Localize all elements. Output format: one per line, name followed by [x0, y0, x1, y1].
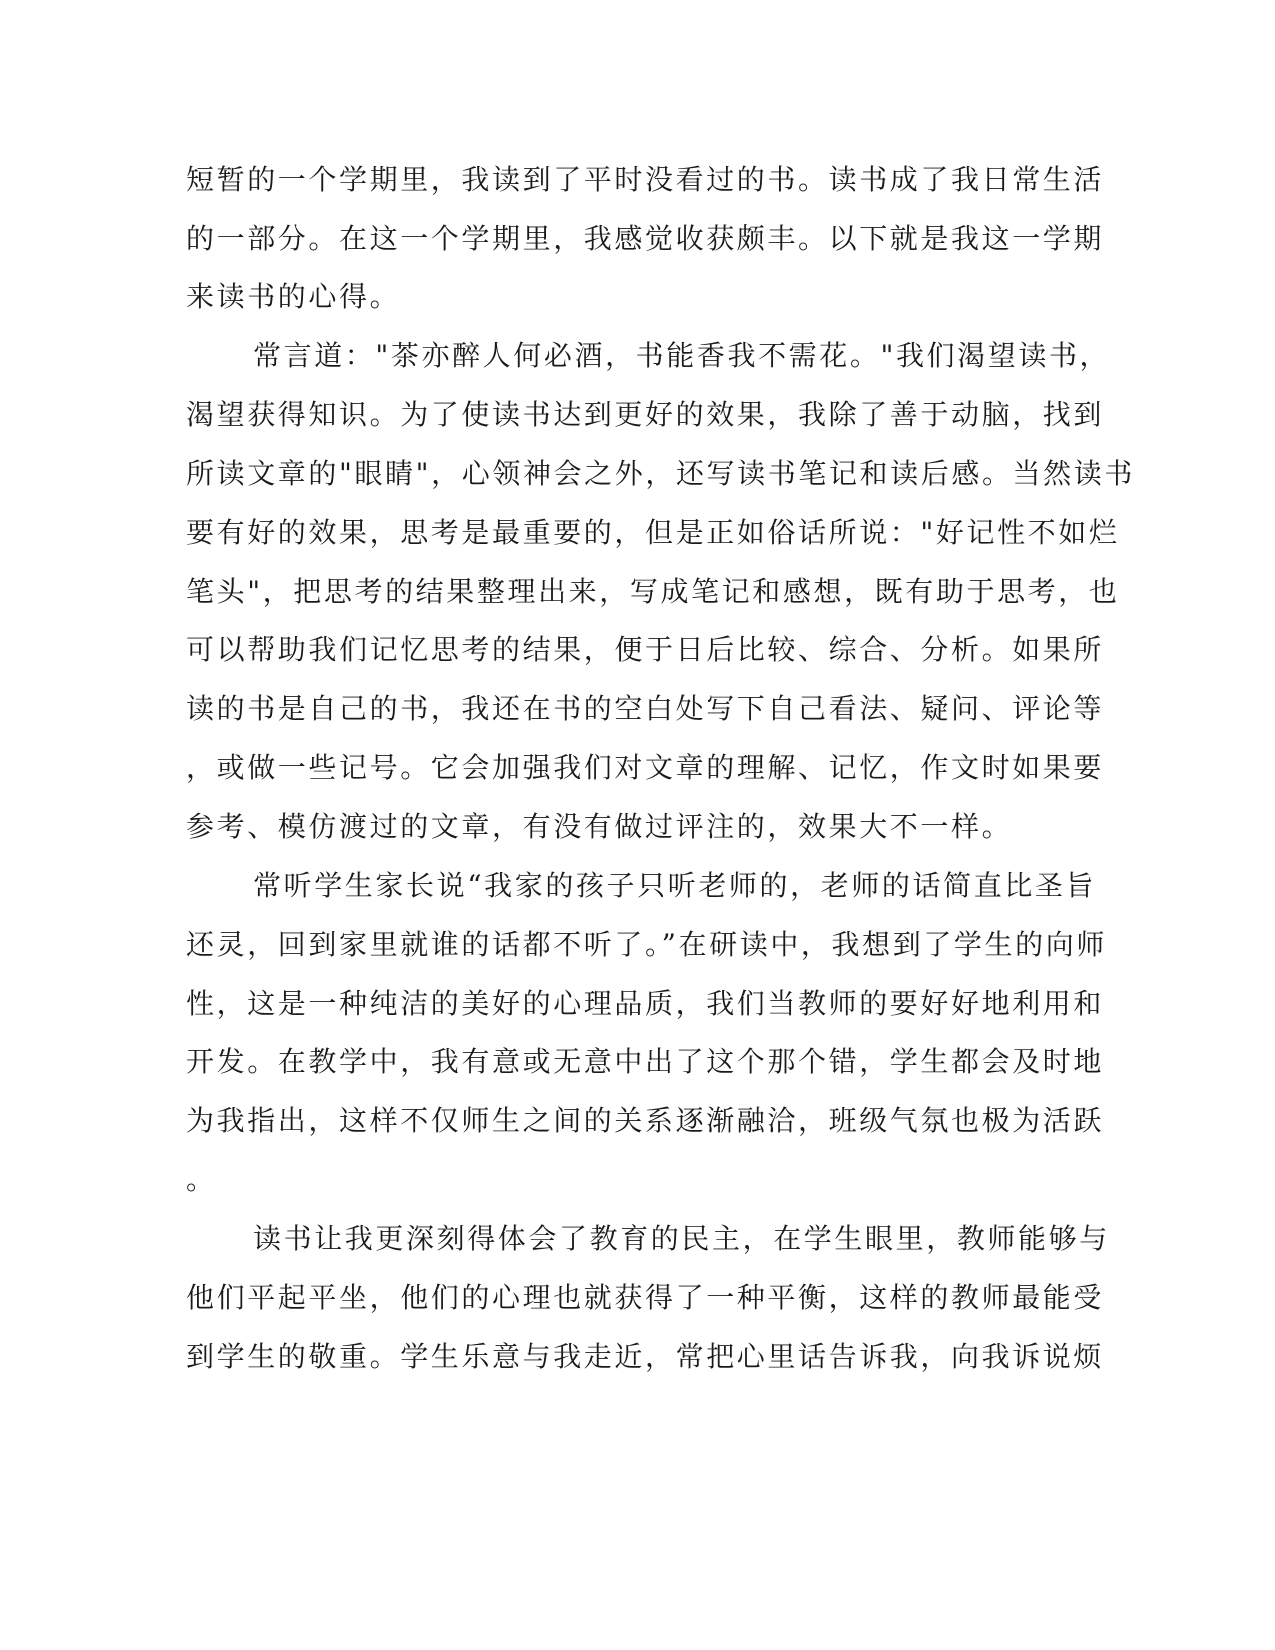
- paragraph-first-line: 读书让我更深刻得体会了教育的民主，在学生眼里，教师能够与: [253, 1222, 1110, 1255]
- text-line: ，或做一些记号。它会加强我们对文章的理解、记忆，作文时如果要: [186, 751, 1105, 784]
- text-line: 笔头"，把思考的结果整理出来，写成笔记和感想，既有助于思考，也: [186, 575, 1120, 608]
- text-line: 所读文章的"眼睛"，心领神会之外，还写读书笔记和读后感。当然读书: [186, 457, 1135, 490]
- text-line: 渴望获得知识。为了使读书达到更好的效果，我除了善于动脑，找到: [186, 398, 1105, 431]
- text-line: 参考、模仿渡过的文章，有没有做过评注的，效果大不一样。: [186, 810, 1013, 843]
- text-line: 要有好的效果，思考是最重要的，但是正如俗话所说："好记性不如烂: [186, 516, 1120, 549]
- text-line: 可以帮助我们记忆思考的结果，便于日后比较、综合、分析。如果所: [186, 633, 1105, 666]
- text-line: 还灵，回到家里就谁的话都不听了。”在研读中，我想到了学生的向师: [186, 928, 1107, 961]
- text-line: 。: [186, 1163, 217, 1196]
- text-line: 短暂的一个学期里，我读到了平时没看过的书。读书成了我日常生活: [186, 163, 1105, 196]
- text-line: 为我指出，这样不仅师生之间的关系逐渐融洽，班级气氛也极为活跃: [186, 1104, 1105, 1137]
- text-line: 到学生的敬重。学生乐意与我走近，常把心里话告诉我，向我诉说烦: [186, 1340, 1105, 1373]
- text-line: 性，这是一种纯洁的美好的心理品质，我们当教师的要好好地利用和: [186, 987, 1105, 1020]
- paragraph-first-line: 常听学生家长说“我家的孩子只听老师的，老师的话简直比圣旨: [253, 869, 1097, 902]
- text-line: 来读书的心得。: [186, 280, 401, 313]
- text-line: 开发。在教学中，我有意或无意中出了这个那个错，学生都会及时地: [186, 1045, 1105, 1078]
- text-line: 读的书是自己的书，我还在书的空白处写下自己看法、疑问、评论等: [186, 692, 1105, 725]
- paragraph-first-line: 常言道："茶亦醉人何必酒，书能香我不需花。"我们渴望读书，: [253, 339, 1111, 372]
- text-line: 的一部分。在这一个学期里，我感觉收获颇丰。以下就是我这一学期: [186, 222, 1105, 255]
- text-line: 他们平起平坐，他们的心理也就获得了一种平衡，这样的教师最能受: [186, 1281, 1105, 1314]
